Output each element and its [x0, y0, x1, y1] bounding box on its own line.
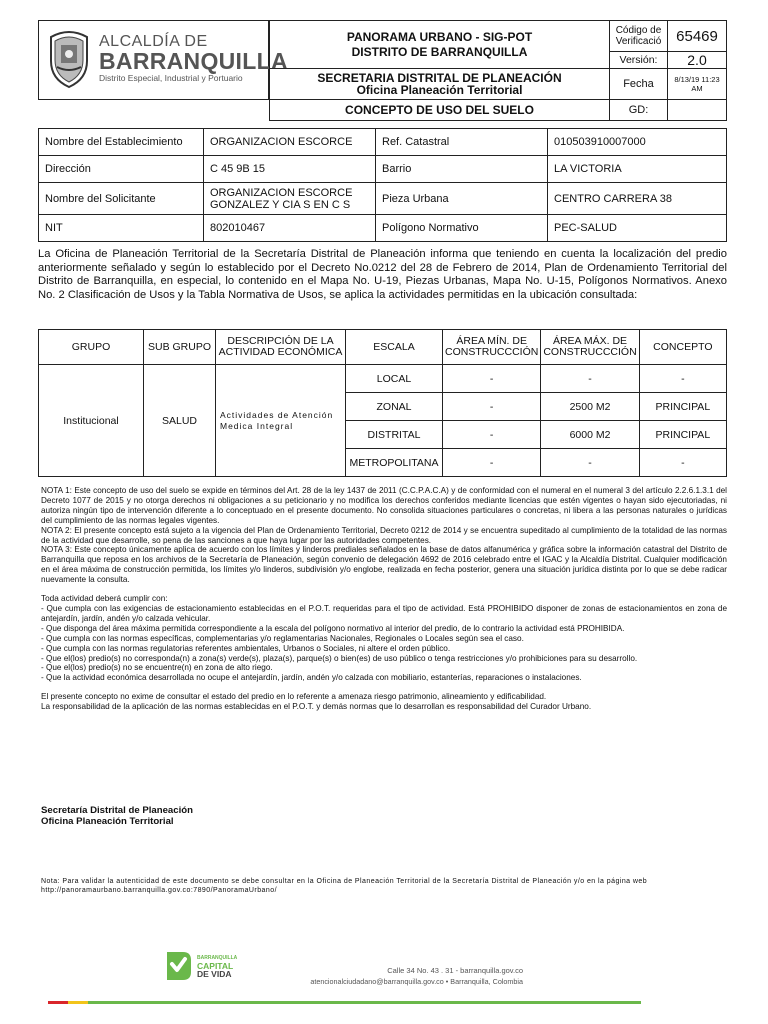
codigo-label: Código de Verificació: [610, 21, 668, 52]
info-value: C 45 9B 15: [204, 156, 376, 183]
uso-header-row: [39, 330, 727, 365]
dept-line2: Oficina Planeación Territorial: [356, 83, 523, 97]
header-title2: DISTRITO DE BARRANQUILLA: [351, 44, 528, 59]
info-label: Dirección: [39, 156, 204, 183]
footer-stripe-red: [48, 1001, 68, 1004]
info-value: LA VICTORIA: [548, 156, 727, 183]
info-label: NIT: [39, 215, 204, 242]
version-label: Versión:: [610, 52, 668, 69]
header-title1: PANORAMA URBANO - SIG-POT: [346, 29, 533, 44]
col-header: CONCEPTO: [639, 330, 726, 365]
footer-stripe-green: [88, 1001, 641, 1004]
escala-cell: DISTRITAL: [346, 421, 443, 449]
subgrupo-cell: SALUD: [144, 365, 216, 477]
info-row: [39, 183, 727, 215]
coat-of-arms-icon: [45, 27, 93, 89]
footer-stripe-yellow: [68, 1001, 88, 1004]
area-min-cell: -: [443, 393, 541, 421]
info-value: ORGANIZACION ESCORCE GONZALEZ Y CIA S EN C S: [204, 183, 376, 215]
info-label: Polígono Normativo: [376, 215, 548, 242]
brand-small: BARRANQUILLA: [197, 955, 238, 961]
area-min-cell: -: [443, 421, 541, 449]
info-label: Ref. Catastral: [376, 129, 548, 156]
concepto-cell: -: [639, 365, 726, 393]
info-value: 802010467: [204, 215, 376, 242]
codigo-value: 65469: [668, 21, 727, 52]
info-label: Barrio: [376, 156, 548, 183]
nota-2: NOTA 2: El presente concepto está sujeto a la vigencia del Plan de Ordenamiento Territorial, Decreto 0212 de 2014 y se encuentra supeditado al cumplimiento de la totalidad de las normas de la actividad que desarrolle, so pena de las sanciones a que haya lugar por las autoridades competentes.: [41, 525, 727, 545]
area-max-cell: -: [541, 449, 639, 477]
area-max-cell: 2500 M2: [541, 393, 639, 421]
info-label: Nombre del Establecimiento: [39, 129, 204, 156]
footer-address2: atencionalciudadano@barranquilla.gov.co • Barranquilla, Colombia: [310, 977, 523, 986]
grupo-cell: Institucional: [39, 365, 144, 477]
escala-cell: LOCAL: [346, 365, 443, 393]
requisito-item: - Que el(los) predio(s) no corresponda(n) a zona(s) verde(s), plaza(s), parque(s) o bien(es) de uso público o tenga restricciones y/o prohibiciones para su desarrollo.: [41, 653, 638, 663]
signature-block: [41, 805, 193, 827]
logo-line1: ALCALDÍA DE: [99, 33, 208, 50]
info-label: Nombre del Solicitante: [39, 183, 204, 215]
requisito-item: - Que cumpla con las normas específicas, complementarias y/o reglamentarias Nacionales, Regionales o Locales según sea el caso.: [41, 633, 524, 643]
logo-line3: Distrito Especial, Industrial y Portuario: [99, 73, 243, 83]
requisito-item: - Que disponga del área máxima permitida correspondiente a la escala del polígono normativo al interior del predio, de lo contrario la actividad está PROHIBIDA.: [41, 623, 625, 633]
logo-line2: BARRANQUILLA: [99, 48, 288, 74]
col-header: ÁREA MÁX. DE CONSTRUCCCIÓN: [541, 330, 639, 365]
requisito-item: - Que la actividad económica desarrollada no ocupe el antejardín, jardín, andén y/o calzada con mobiliario, estanterías, reparaciones o instalaciones.: [41, 673, 582, 683]
info-value: 010503910007000: [548, 129, 727, 156]
info-row: [39, 156, 727, 183]
concepto-cell: PRINCIPAL: [639, 421, 726, 449]
uso-table: [38, 329, 727, 477]
requisito-item: - Que cumpla con las normas regulatorias referentes ambientales, Urbanos o Sociales, ni altere el orden público.: [41, 643, 451, 653]
firma-line1: Secretaría Distrital de Planeación: [41, 805, 193, 816]
brand-line1: CAPITAL: [197, 961, 234, 971]
col-header: DESCRIPCIÓN DE LA ACTIVIDAD ECONÓMICA: [216, 330, 346, 365]
col-header: GRUPO: [39, 330, 144, 365]
info-row: [39, 129, 727, 156]
descripcion-cell: Actividades de Atención Medica Integral: [216, 365, 346, 477]
cierre-line: El presente concepto no exime de consultar el estado del predio en lo referente a amenaza riesgo patrimonio, alineamiento y edificabilidad.: [41, 692, 547, 702]
validation-note: Nota: Para validar la autenticidad de este documento se debe consultar en la Oficina de Planeación Territorial de la Secretaría Distrital de Planeación y/o en la página web http://panoramaurbano.barranquilla.gov.co:7890/PanoramaUrbano/: [41, 878, 648, 894]
info-value: PEC-SALUD: [548, 215, 727, 242]
info-row: [39, 215, 727, 242]
footer-address1: Calle 34 No. 43 . 31 - barranquilla.gov.co: [387, 966, 523, 975]
col-header: ÁREA MÍN. DE CONSTRUCCCIÓN: [443, 330, 541, 365]
capital-de-vida-logo-icon: [163, 950, 193, 982]
gd-value: [668, 100, 727, 121]
area-min-cell: -: [443, 449, 541, 477]
info-value: CENTRO CARRERA 38: [548, 183, 727, 215]
cierre-line: La responsabilidad de la aplicación de las normas establecidas en el P.O.T. y demás normas que lo desarrollan es responsabilidad del Curador Urbano.: [41, 702, 592, 712]
version-value: 2.0: [668, 52, 727, 69]
fecha-label: Fecha: [610, 69, 668, 100]
logo-box: [38, 20, 288, 100]
info-table: [38, 128, 727, 242]
info-value: ORGANIZACION ESCORCE: [204, 129, 376, 156]
notas-block: [41, 486, 727, 712]
dept-line1: SECRETARIA DISTRITAL DE PLANEACIÓN: [317, 71, 562, 85]
col-header: ESCALA: [346, 330, 443, 365]
area-min-cell: -: [443, 365, 541, 393]
concepto-cell: -: [639, 449, 726, 477]
nota-1: NOTA 1: Este concepto de uso del suelo se expide en términos del Art. 28 de la ley 1437 de 2011 (C.C.P.A.C.A) y de conformidad con el numeral en el numeral 3 del artículo 2.2.6.1.3.1 del Decreto 1077 de 2015 y no otorga derechos ni obligaciones a su peticionario y no modifica los derechos conferidos mediante licencias que estén vigentes o hayan sido ejecutoriadas, ni autoriza ningún tipo de intervención diferente a lo conceptuado en el presente documento. No consolida situaciones particulares o concretas, ni libera a las personas naturales o jurídicas del cumplimiento de las normas legales vigentes.: [41, 486, 727, 525]
requisito-item: - Que el(los) predio(s) no se encuentre(n) en zona de alto riego.: [41, 663, 273, 673]
concepto-cell: PRINCIPAL: [639, 393, 726, 421]
escala-cell: METROPOLITANA: [346, 449, 443, 477]
col-header: SUB GRUPO: [144, 330, 216, 365]
brand-line2: DE VIDA: [197, 969, 232, 979]
intro-paragraph: La Oficina de Planeación Territorial de la Secretaría Distrital de Planeación informa que teniendo en cuenta la localización del predio anteriormente señalado y según lo establecido por el Decreto No.0212 del 28 de Febrero de 2014, Plan de Ordenamiento Territorial del Distrito de Barranquilla, en especial, lo contenido en el Mapa No. U-19, Piezas Urbanas, Mapa No. U-15, Polígonos Normativos. Anexo No. 2 Clasificación de Usos y la Tabla Normativa de Usos, se aplica la actividades permitidas en la ubicación consultada:: [38, 248, 727, 301]
info-label: Pieza Urbana: [376, 183, 548, 215]
area-max-cell: 6000 M2: [541, 421, 639, 449]
escala-cell: ZONAL: [346, 393, 443, 421]
area-max-cell: -: [541, 365, 639, 393]
requisitos-title: Toda actividad deberá cumplir con:: [41, 594, 168, 604]
nota-3: NOTA 3: Este concepto únicamente aplica de acuerdo con los límites y linderos prediales señalados en la base de datos alfanumérica y gráfica sobre la información catastral del Distrito de Barranquilla que reposa en los archivos de la Secretaría de Planeación, según convenio de delegación 4692 de 2016 celebrado entre el IGAC y la Alcaldía Distrital. Cualquier modificación en el área máxima de construcción permitida, los límites y/o linderos, subdivisión y/o englobe, realizada en fecha posterior, genera una situación jurídica distinta por lo que se debe radicar nuevamente la consulta.: [41, 545, 727, 585]
requisito-item: - Que cumpla con las exigencias de estacionamiento establecidas en el P.O.T. requeridas para el tipo de actividad. Está PROHIBIDO disponer de zonas de estacionamientos en zona de antejardín, jardín, andén y/o calzada vehicular.: [41, 603, 727, 623]
header-table: [269, 20, 727, 121]
concept-title: CONCEPTO DE USO DEL SUELO: [270, 100, 610, 121]
fecha-value: 8/13/19 11:23 AM: [668, 69, 727, 100]
table-row: [39, 365, 727, 393]
firma-line2: Oficina Planeación Territorial: [41, 816, 174, 827]
gd-label: GD:: [610, 100, 668, 121]
